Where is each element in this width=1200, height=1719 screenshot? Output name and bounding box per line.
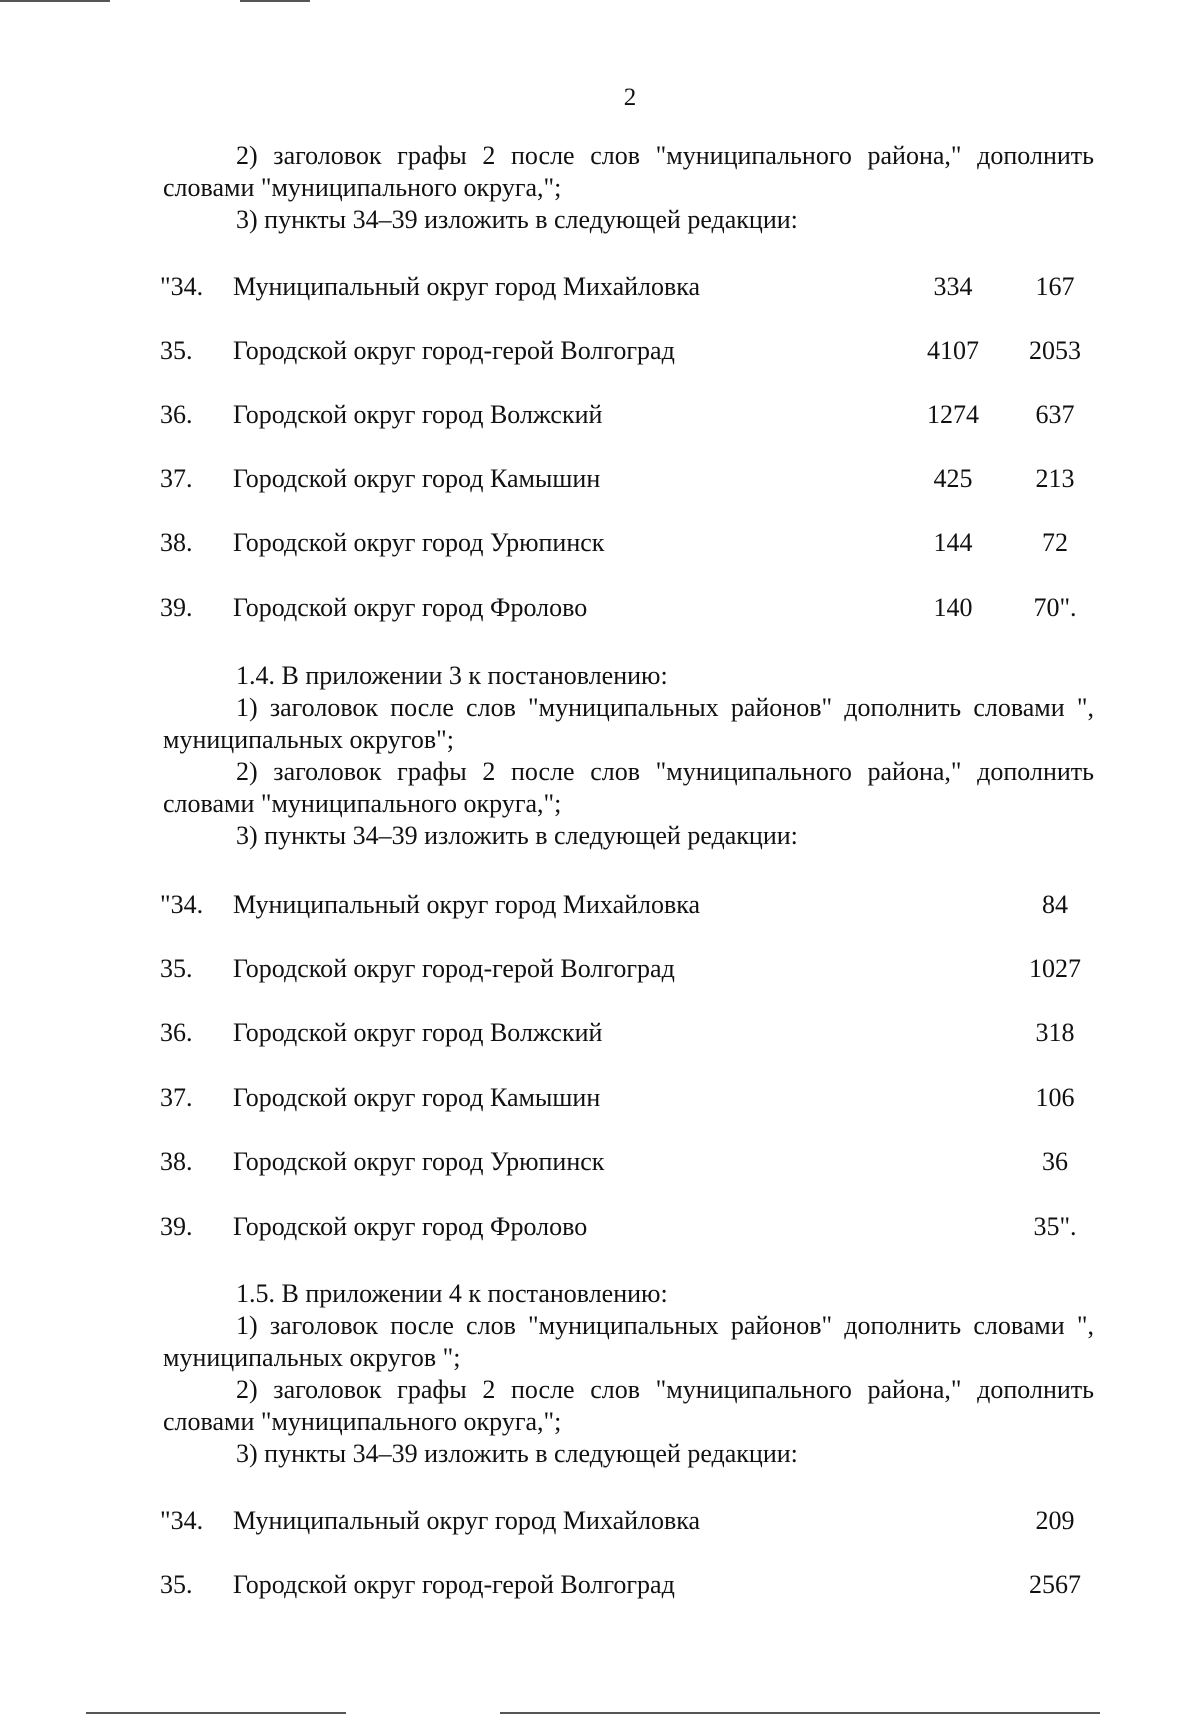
row-name: Городской округ город Камышин	[233, 464, 601, 493]
row-value: 84	[1042, 890, 1068, 919]
row-name: Городской округ город Фролово	[233, 1212, 588, 1241]
row-value-1: 334	[933, 272, 973, 301]
scan-edge-line	[0, 0, 110, 2]
row-number: 37.	[160, 1083, 193, 1112]
page-number: 2	[623, 84, 637, 111]
table-row	[0, 271, 1200, 303]
row-name: Городской округ город Волжский	[233, 1018, 603, 1047]
row-number: 36.	[160, 400, 193, 429]
row-name: Муниципальный округ город Михайловка	[233, 1506, 701, 1535]
row-number: 35.	[160, 954, 193, 983]
row-number: 38.	[160, 1147, 193, 1176]
table-row	[0, 1082, 1200, 1114]
amendment-item: 1) заголовок после слов "муниципальных районов" дополнить словами ", муниципальных округов";	[163, 693, 1094, 754]
row-name: Муниципальный округ город Михайловка	[233, 890, 701, 919]
table-row	[0, 527, 1200, 559]
amendment-item: 3) пункты 34–39 изложить в следующей редакции:	[236, 205, 798, 234]
row-number: 39.	[160, 593, 193, 622]
row-value: 318	[1035, 1018, 1075, 1047]
row-name: Городской округ город Камышин	[233, 1083, 601, 1112]
row-value-2: 72	[1042, 528, 1068, 557]
table-row	[0, 592, 1200, 624]
row-number: "34.	[160, 1506, 204, 1535]
row-value-1: 1274	[927, 400, 979, 429]
table-row	[0, 399, 1200, 431]
scan-edge-line	[240, 0, 310, 2]
amendment-item: 1) заголовок после слов "муниципальных районов" дополнить словами ", муниципальных округов ";	[163, 1311, 1094, 1372]
amendment-item: 2) заголовок графы 2 после слов "муниципального района," дополнить словами "муниципального округа,";	[163, 757, 1094, 818]
row-name: Городской округ город-герой Волгоград	[233, 954, 675, 983]
amendment-item: 2) заголовок графы 2 после слов "муниципального района," дополнить словами "муниципального округа,";	[163, 141, 1094, 202]
table-row	[0, 1017, 1200, 1049]
row-number: "34.	[160, 272, 204, 301]
row-number: 35.	[160, 1570, 193, 1599]
row-value: 36	[1042, 1147, 1068, 1176]
row-value-1: 144	[933, 528, 973, 557]
table-row	[0, 463, 1200, 495]
row-name: Городской округ город Фролово	[233, 593, 588, 622]
scan-edge-line	[86, 1712, 346, 1714]
row-name: Городской округ город Урюпинск	[233, 528, 605, 557]
table-row	[0, 953, 1200, 985]
row-number: 37.	[160, 464, 193, 493]
row-value-2: 637	[1035, 400, 1075, 429]
row-value: 106	[1035, 1083, 1075, 1112]
row-value-2: 2053	[1029, 336, 1081, 365]
row-value: 1027	[1029, 954, 1081, 983]
row-number: 35.	[160, 336, 193, 365]
amendment-item: 3) пункты 34–39 изложить в следующей редакции:	[236, 821, 798, 850]
table-row	[0, 1211, 1200, 1243]
row-value: 35".	[1033, 1212, 1077, 1241]
row-value: 2567	[1029, 1570, 1081, 1599]
row-number: "34.	[160, 890, 204, 919]
section-heading: 1.4. В приложении 3 к постановлению:	[236, 661, 668, 690]
row-name: Городской округ город Урюпинск	[233, 1147, 605, 1176]
table-row	[0, 1146, 1200, 1178]
scan-edge-line	[500, 1712, 1100, 1714]
row-value-1: 4107	[927, 336, 979, 365]
row-number: 39.	[160, 1212, 193, 1241]
table-row	[0, 1505, 1200, 1537]
table-row	[0, 335, 1200, 367]
table-row	[0, 889, 1200, 921]
row-value-2: 70".	[1033, 593, 1077, 622]
table-row	[0, 1569, 1200, 1601]
amendment-item: 3) пункты 34–39 изложить в следующей редакции:	[236, 1439, 798, 1468]
row-name: Городской округ город-герой Волгоград	[233, 336, 675, 365]
row-value: 209	[1035, 1506, 1075, 1535]
row-number: 36.	[160, 1018, 193, 1047]
row-name: Муниципальный округ город Михайловка	[233, 272, 701, 301]
row-name: Городской округ город Волжский	[233, 400, 603, 429]
row-number: 38.	[160, 528, 193, 557]
row-value-2: 213	[1035, 464, 1075, 493]
row-value-2: 167	[1035, 272, 1075, 301]
row-name: Городской округ город-герой Волгоград	[233, 1570, 675, 1599]
row-value-1: 425	[933, 464, 973, 493]
row-value-1: 140	[933, 593, 973, 622]
section-heading: 1.5. В приложении 4 к постановлению:	[236, 1279, 668, 1308]
amendment-item: 2) заголовок графы 2 после слов "муниципального района," дополнить словами "муниципального округа,";	[163, 1375, 1094, 1436]
